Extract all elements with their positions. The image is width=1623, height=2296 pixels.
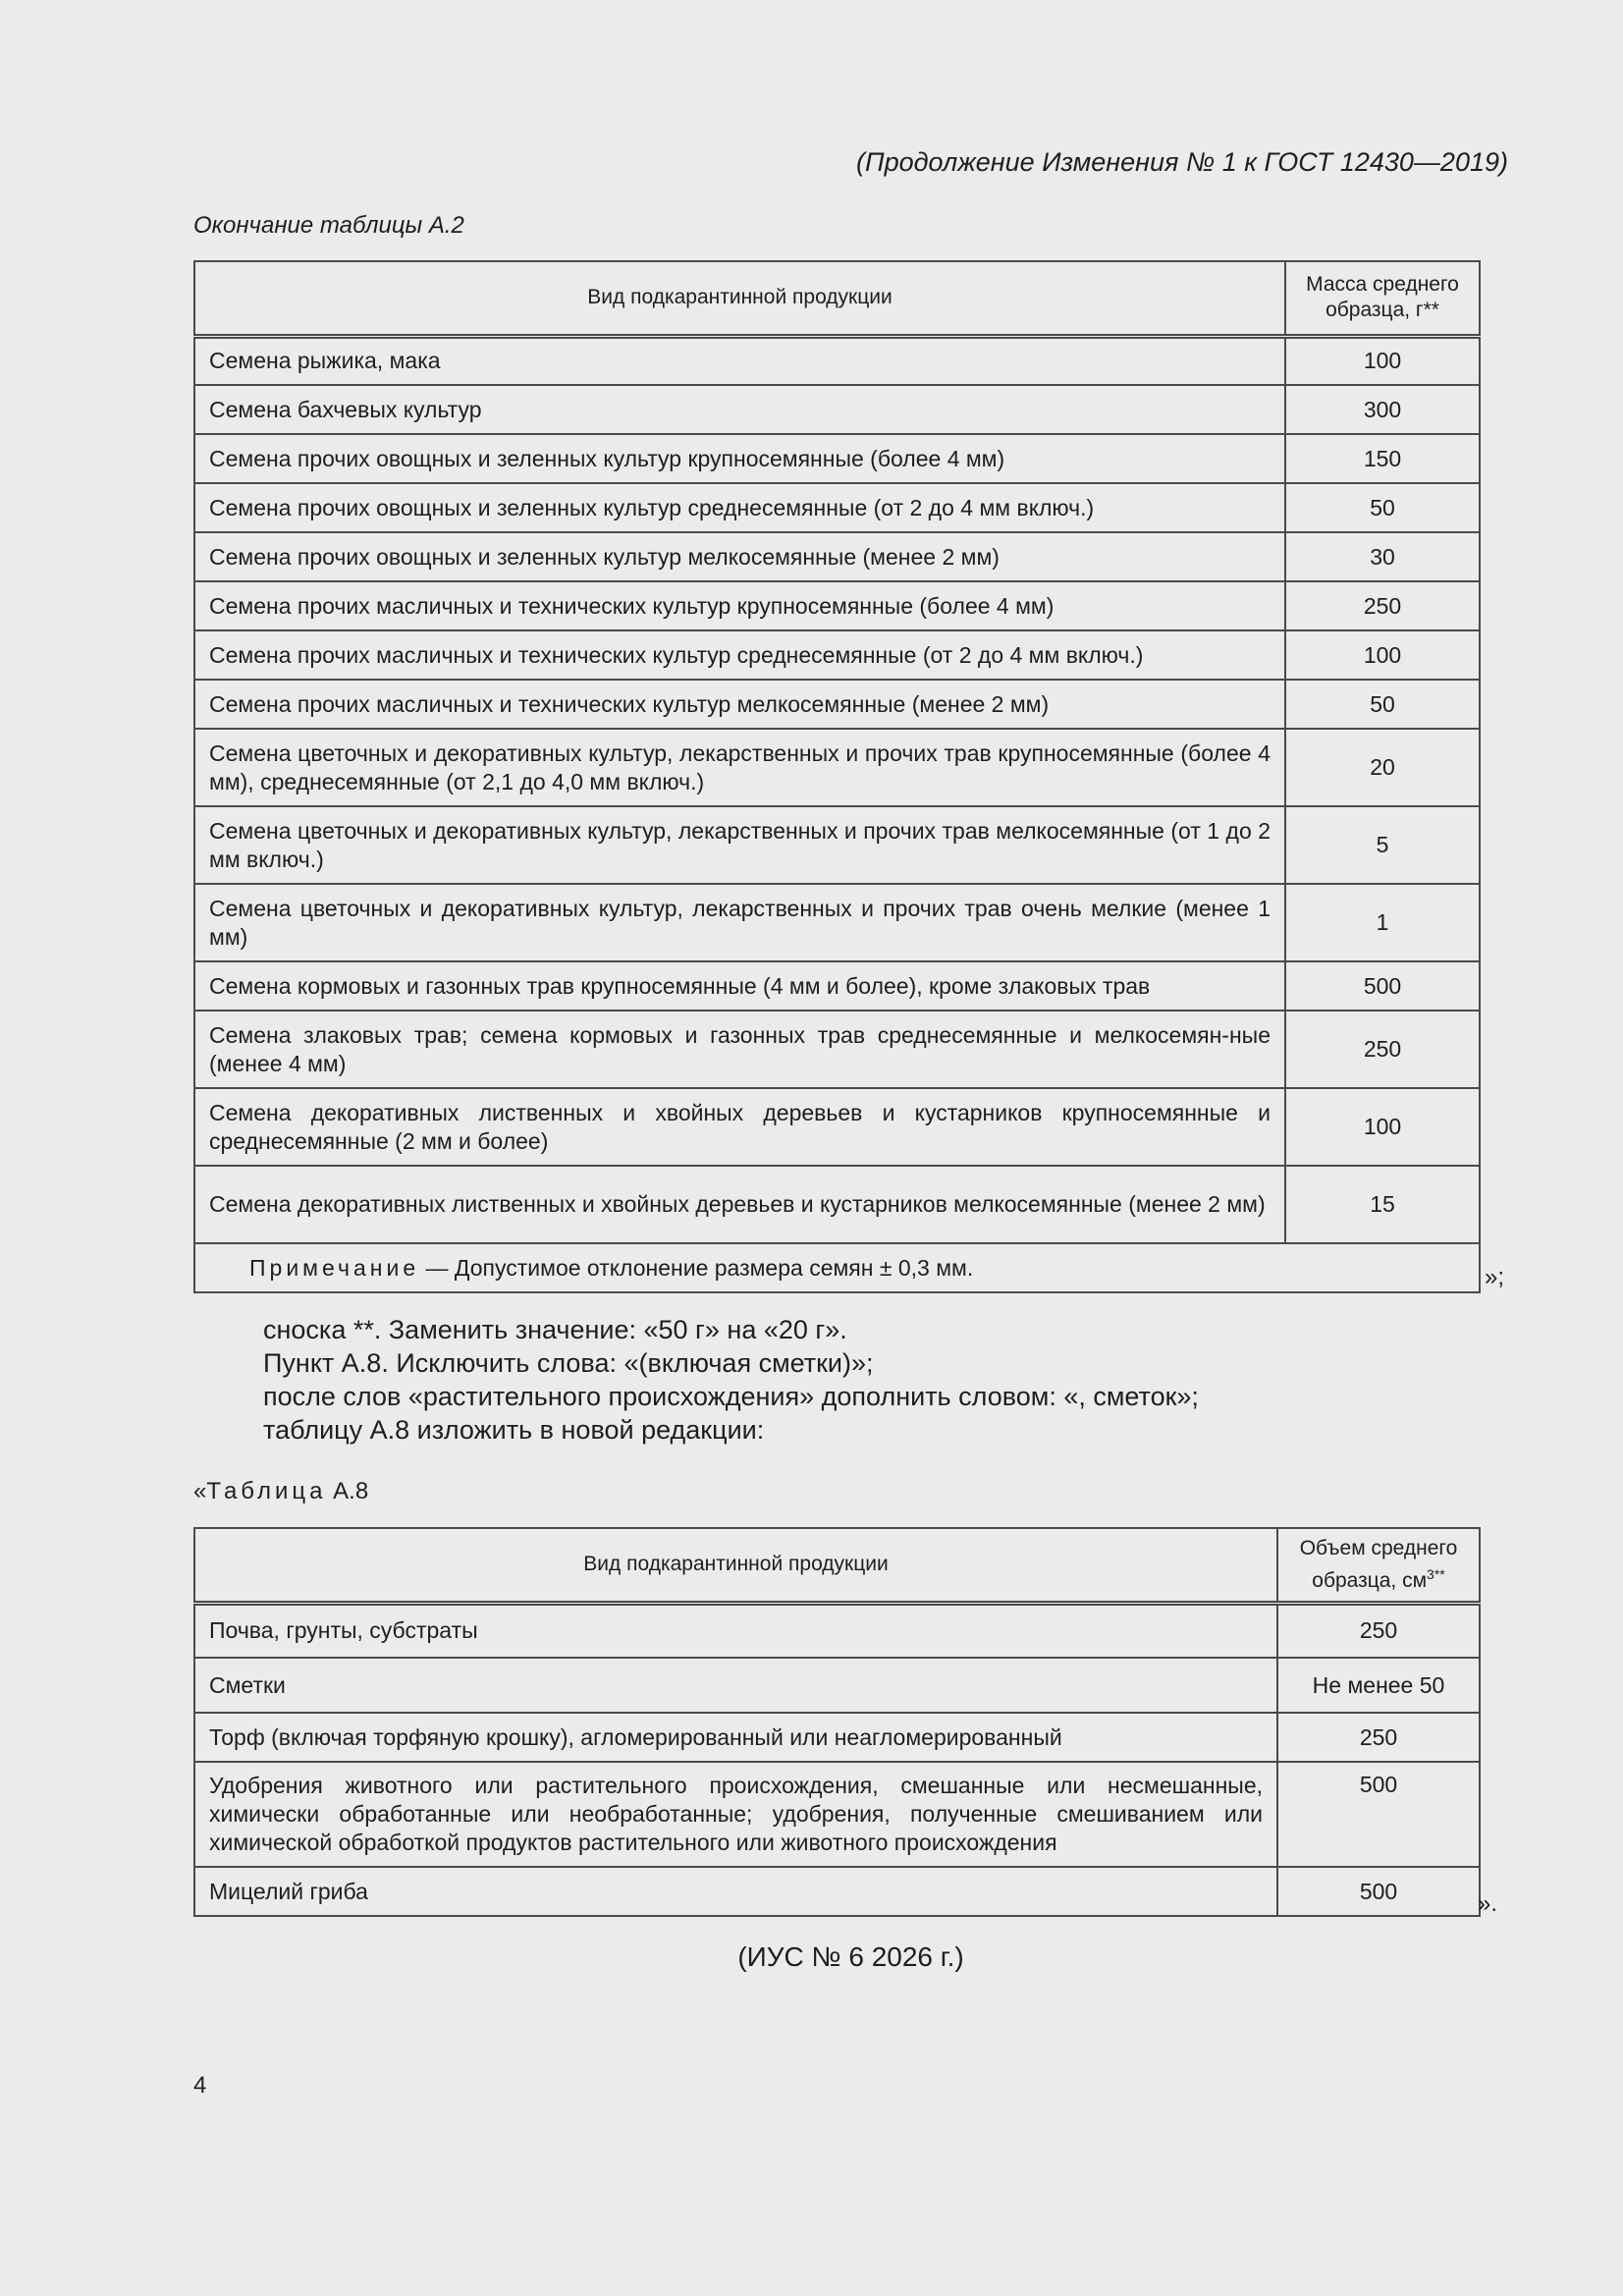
table-row [194,961,1480,1011]
amendment-text [263,1313,1199,1447]
table-row [194,1011,1480,1088]
row-name: Семена прочих масличных и технических культур среднесемянные (от 2 до 4 мм включ.) [194,630,1285,680]
row-name: Семена прочих овощных и зеленных культур крупносемянные (более 4 мм) [194,434,1285,483]
row-name: Мицелий гриба [194,1867,1277,1916]
table-a2 [193,260,1481,1293]
table-a2-closing-mark: »; [1485,1264,1505,1290]
row-name: Семена злаковых трав; семена кормовых и газонных трав среднесемянные и мелкосемян-ные (менее 4 мм) [194,1011,1285,1088]
amendment-line: Пункт А.8. Исключить слова: «(включая сметки)»; [263,1348,874,1378]
row-name: Сметки [194,1658,1277,1713]
row-name: Удобрения животного или растительного происхождения, смешанные или несмешанные, химически обработанные или необработанные; удобрения, полученные смешиванием или химической обработкой продуктов растительного или животного происхождения [194,1762,1277,1867]
table-row [194,806,1480,884]
table-row [194,1166,1480,1243]
row-name: Семена прочих масличных и технических культур крупносемянные (более 4 мм) [194,581,1285,630]
row-name: Семена кормовых и газонных трав крупносемянные (4 мм и более), кроме злаковых трав [194,961,1285,1011]
table-a2-header-row [194,261,1480,336]
row-name: Семена прочих овощных и зеленных культур мелкосемянные (менее 2 мм) [194,532,1285,581]
row-name: Семена бахчевых культур [194,385,1285,434]
table-a2-note [194,1243,1480,1292]
table-a2-col-name-header: Вид подкарантинной продукции [194,261,1285,336]
row-name: Торф (включая торфяную крошку), агломерированный или неагломерированный [194,1713,1277,1762]
row-name: Семена рыжика, мака [194,336,1285,385]
table-row [194,581,1480,630]
label-prefix: « [193,1478,207,1504]
note-text: — Допустимое отклонение размера семян ± 0,3 мм. [419,1254,974,1281]
table-a8-col-value-header [1277,1528,1480,1603]
row-name: Семена прочих масличных и технических культур мелкосемянные (менее 2 мм) [194,680,1285,729]
label-number: А.8 [333,1478,369,1504]
table-row [194,1088,1480,1166]
table-row [194,336,1480,385]
table-row [194,483,1480,532]
header-value-text: Объем среднего образца, см [1299,1536,1458,1592]
row-name: Почва, грунты, субстраты [194,1603,1277,1658]
row-value: 500 [1277,1867,1480,1916]
table-row [194,1762,1480,1867]
row-name: Семена цветочных и декоративных культур, лекарственных и прочих трав мелкосемянные (от 1 до 2 мм включ.) [194,806,1285,884]
header-value-sup: 3** [1427,1565,1445,1582]
row-value: 500 [1277,1762,1480,1867]
row-value: 100 [1285,336,1480,385]
table-a8-label [193,1478,368,1505]
row-value: 250 [1285,581,1480,630]
row-value: 100 [1285,1088,1480,1166]
table-row [194,434,1480,483]
table-row [194,1867,1480,1916]
row-value: 15 [1285,1166,1480,1243]
amendment-line: таблицу А.8 изложить в новой редакции: [263,1415,765,1445]
row-value: 50 [1285,680,1480,729]
row-name: Семена цветочных и декоративных культур, лекарственных и прочих трав крупносемянные (более 4 мм), среднесемянные (от 2,1 до 4,0 мм включ.) [194,729,1285,806]
row-value: 1 [1285,884,1480,961]
table-a8-col-name-header: Вид подкарантинной продукции [194,1528,1277,1603]
row-name: Семена декоративных лиственных и хвойных деревьев и кустарников мелкосемянные (менее 2 мм) [194,1166,1285,1243]
row-name: Семена цветочных и декоративных культур, лекарственных и прочих трав очень мелкие (менее 1 мм) [194,884,1285,961]
table-a2-col-value-header: Масса среднего образца, г** [1285,261,1480,336]
row-value: 150 [1285,434,1480,483]
table-row [194,1713,1480,1762]
table-row [194,630,1480,680]
table-row [194,680,1480,729]
table-row [194,532,1480,581]
label-word: Таблица [206,1478,327,1504]
amendment-line: после слов «растительного происхождения» дополнить словом: «, сметок»; [263,1382,1199,1411]
table-row [194,729,1480,806]
table-a2-caption: Окончание таблицы А.2 [193,212,464,239]
row-value: 30 [1285,532,1480,581]
table-a8-closing-mark: ». [1478,1890,1498,1917]
row-value: 20 [1285,729,1480,806]
row-value: 50 [1285,483,1480,532]
row-value: 100 [1285,630,1480,680]
row-value: 250 [1277,1603,1480,1658]
document-header-title: (Продолжение Изменения № 1 к ГОСТ 12430—2019) [856,147,1508,177]
row-name: Семена прочих овощных и зеленных культур среднесемянные (от 2 до 4 мм включ.) [194,483,1285,532]
row-value: 300 [1285,385,1480,434]
table-row [194,1603,1480,1658]
row-value: 500 [1285,961,1480,1011]
table-a2-note-row [194,1243,1480,1292]
row-name: Семена декоративных лиственных и хвойных деревьев и кустарников крупносемянные и среднесемянные (2 мм и более) [194,1088,1285,1166]
table-a8-header-row [194,1528,1480,1603]
row-value: 250 [1277,1713,1480,1762]
table-row [194,884,1480,961]
row-value: Не менее 50 [1277,1658,1480,1713]
row-value: 250 [1285,1011,1480,1088]
page-number: 4 [193,2072,207,2099]
ius-reference: (ИУС № 6 2026 г.) [737,1941,964,1972]
table-a8 [193,1527,1481,1917]
table-row [194,1658,1480,1713]
table-row [194,385,1480,434]
row-value: 5 [1285,806,1480,884]
note-label: Примечание [249,1254,420,1281]
amendment-line: сноска **. Заменить значение: «50 г» на «20 г». [263,1315,847,1344]
